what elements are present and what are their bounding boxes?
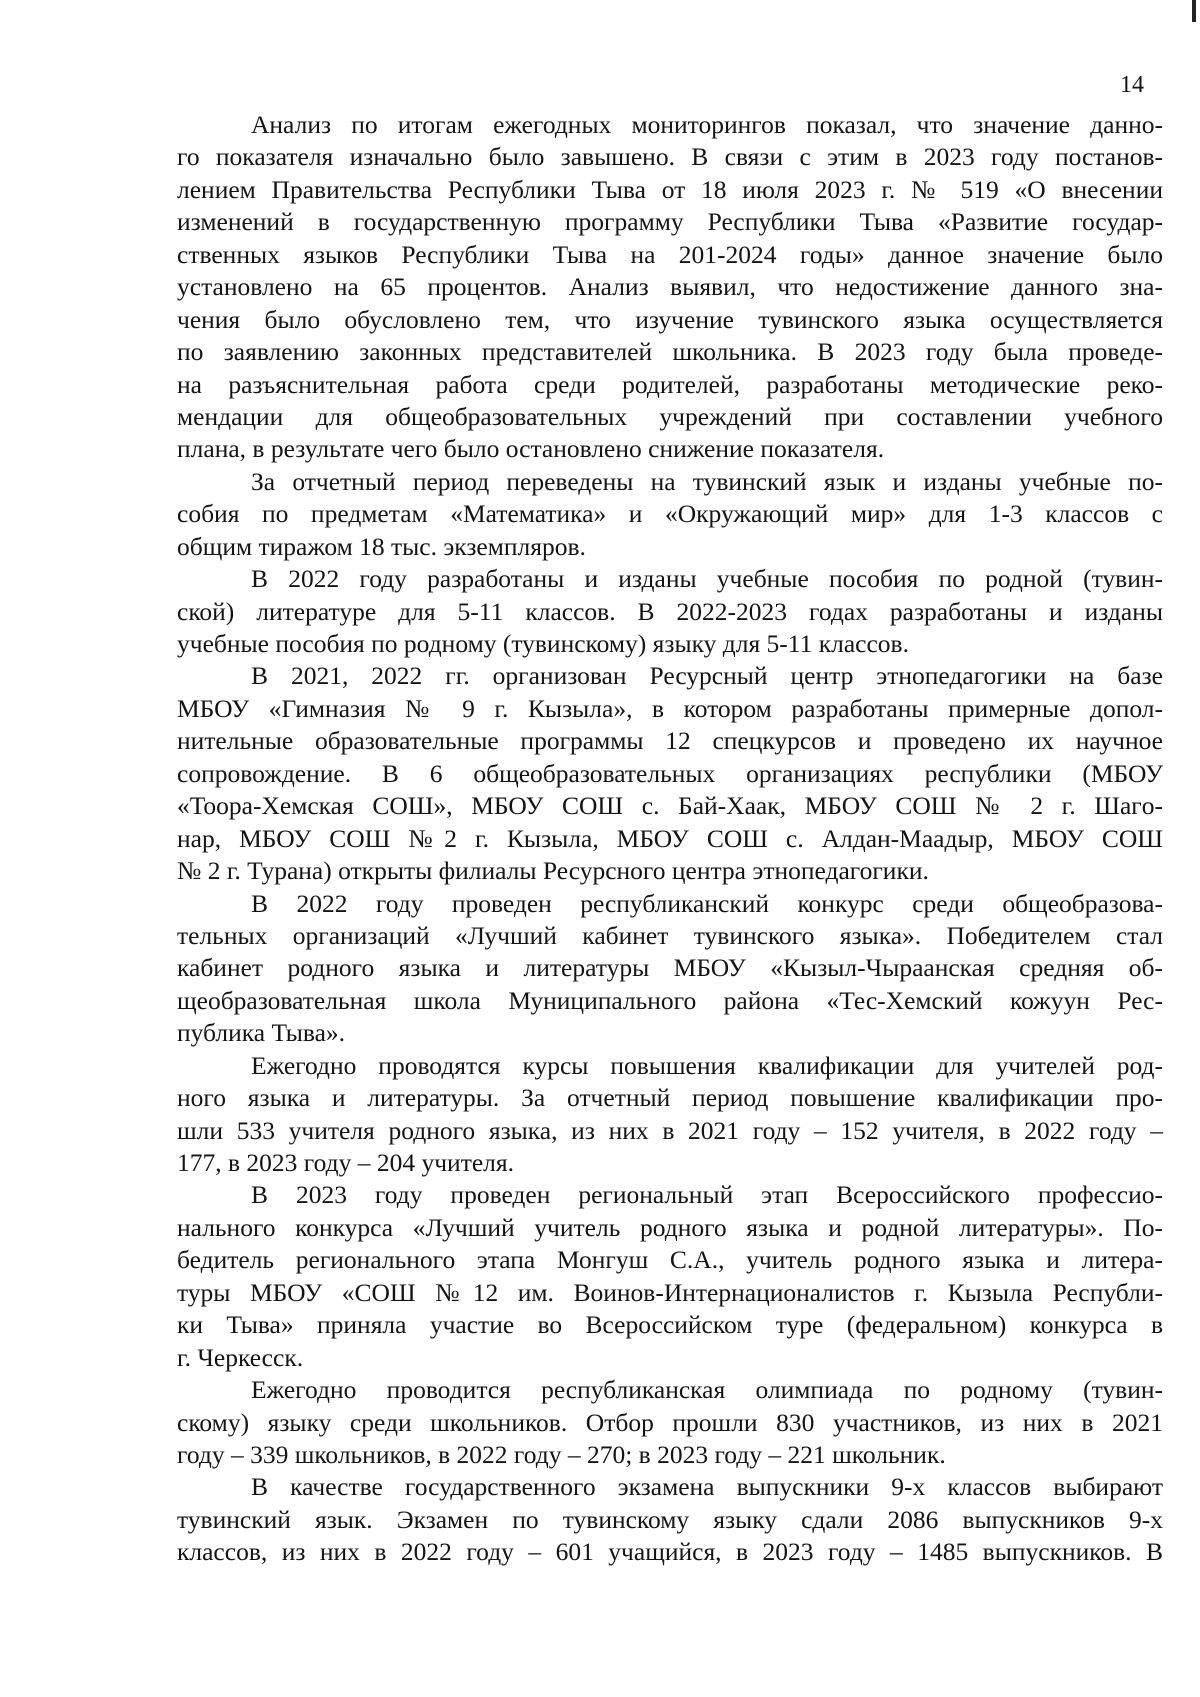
text-line: сопровождение. В 6 общеобразовательных организациях республики (МБОУ bbox=[177, 758, 1163, 788]
text-line: на разъяснительная работа среди родителей, разработаны методические реко- bbox=[177, 369, 1163, 399]
text-line: кабинет родного языка и литературы МБОУ «Кызыл-Чыраанская средняя об- bbox=[177, 953, 1163, 983]
text-line: туры МБОУ «СОШ №12 им. Воинов-Интернационалистов г. Кызыла Республи- bbox=[177, 1277, 1163, 1307]
text-line: по заявлению законных представителей школьника. В 2023 году была проведе- bbox=[177, 337, 1163, 367]
text-line: «Тоора-Хемская СОШ», МБОУ СОШ с. Бай-Хаак, МБОУ СОШ № 2 г. Шагo- bbox=[177, 791, 1163, 821]
scan-edge-mark bbox=[1192, 0, 1196, 22]
text-line: публика Тыва». bbox=[177, 1018, 346, 1048]
text-line: МБОУ «Гимназия № 9 г. Кызыла», в котором разработаны примерные допол- bbox=[177, 693, 1163, 723]
text-line: За отчетный период переведены на тувинский язык и изданы учебные по- bbox=[251, 466, 1163, 496]
text-line: учебные пособия по родному (тувинскому) языку для 5-11 классов. bbox=[177, 629, 909, 658]
text-line: В 2023 году проведен региональный этап Всероссийского профессио- bbox=[251, 1180, 1163, 1210]
text-line: плана, в результате чего было остановлено снижение показателя. bbox=[177, 434, 885, 464]
page-number: 14 bbox=[1120, 72, 1144, 98]
text-line: нального конкурса «Лучший учитель родного языка и родной литературы». По- bbox=[177, 1212, 1163, 1242]
text-line: В 2022 году проведен республиканский конкурс среди общеобразова- bbox=[251, 888, 1163, 918]
text-line: № 2 г. Турана) открыты филиалы Ресурсного центра этнопедагогики. bbox=[177, 856, 929, 886]
text-line: В качестве государственного экзамена выпускники 9-х классов выбирают bbox=[251, 1472, 1163, 1502]
text-line: скому) языку среди школьников. Отбор прошли 830 участников, из них в 2021 bbox=[177, 1407, 1163, 1437]
text-line: ской) литературе для 5-11 классов. В 2022-2023 годах разработаны и изданы bbox=[177, 596, 1163, 626]
text-line: ного языка и литературы. За отчетный период повышение квалификации про- bbox=[177, 1083, 1163, 1113]
text-line: общим тиражом 18 тыс. экземпляров. bbox=[177, 531, 586, 561]
text-line: изменений в государственную программу Республики Тыва «Развитие государ- bbox=[177, 207, 1163, 237]
text-line: г. Черкесск. bbox=[177, 1342, 304, 1372]
text-line: чения было обусловлено тем, что изучение тувинского языка осуществляется bbox=[177, 304, 1163, 334]
text-line: мендации для общеобразовательных учреждений при составлении учебного bbox=[177, 401, 1163, 431]
text-line: Ежегодно проводится республиканская олимпиада по родному (тувин- bbox=[251, 1375, 1163, 1405]
text-line: установлено на 65 процентов. Анализ выявил, что недостижение данного зна- bbox=[177, 272, 1163, 302]
text-line: собия по предметам «Математика» и «Окружающий мир» для 1-3 классов с bbox=[177, 499, 1163, 529]
text-line: ки Тыва» приняла участие во Всероссийском туре (федеральном) конкурса в bbox=[177, 1310, 1163, 1340]
text-line: тельных организаций «Лучший кабинет тувинского языка». Победителем стал bbox=[177, 920, 1163, 950]
text-line: тувинский язык. Экзамен по тувинскому языку сдали 2086 выпускников 9-х bbox=[177, 1504, 1163, 1534]
text-line: Ежегодно проводятся курсы повышения квалификации для учителей род- bbox=[251, 1050, 1163, 1080]
text-line: Анализ по итогам ежегодных мониторингов показал, что значение данно- bbox=[251, 110, 1163, 139]
text-line: В 2021, 2022 гг. организован Ресурсный центр этнопедагогики на базе bbox=[251, 661, 1163, 691]
text-line: щеобразовательная школа Муниципального района «Тес-Хемский кожуун Рес- bbox=[177, 985, 1163, 1015]
document-body bbox=[177, 109, 1163, 1569]
text-line: нар, МБОУ СОШ №2 г. Кызыла, МБОУ СОШ с. Алдан-Маадыр, МБОУ СОШ bbox=[177, 823, 1163, 853]
text-line: 177, в 2023 году – 204 учителя. bbox=[177, 1148, 514, 1177]
text-line: го показателя изначально было завышено. В связи с этим в 2023 году постанов- bbox=[177, 142, 1163, 172]
text-line: шли 533 учителя родного языка, из них в 2021 году – 152 учителя, в 2022 году – bbox=[177, 1115, 1163, 1145]
text-line: В 2022 году разработаны и изданы учебные пособия по родной (тувин- bbox=[251, 564, 1163, 594]
text-line: классов, из них в 2022 году – 601 учащийся, в 2023 году – 1485 выпускников. В bbox=[177, 1537, 1163, 1567]
text-line: нительные образовательные программы 12 спецкурсов и проведено их научное bbox=[177, 726, 1163, 756]
text-line: ственных языков Республики Тыва на 201-2024 годы» данное значение было bbox=[177, 239, 1163, 269]
text-line: году – 339 школьников, в 2022 году – 270; в 2023 году – 221 школьник. bbox=[177, 1439, 946, 1469]
text-line: бедитель регионального этапа Монгуш С.А., учитель родного языка и литера- bbox=[177, 1245, 1163, 1275]
text-line: лением Правительства Республики Тыва от 18 июля 2023 г. № 519 «О внесении bbox=[177, 174, 1163, 204]
